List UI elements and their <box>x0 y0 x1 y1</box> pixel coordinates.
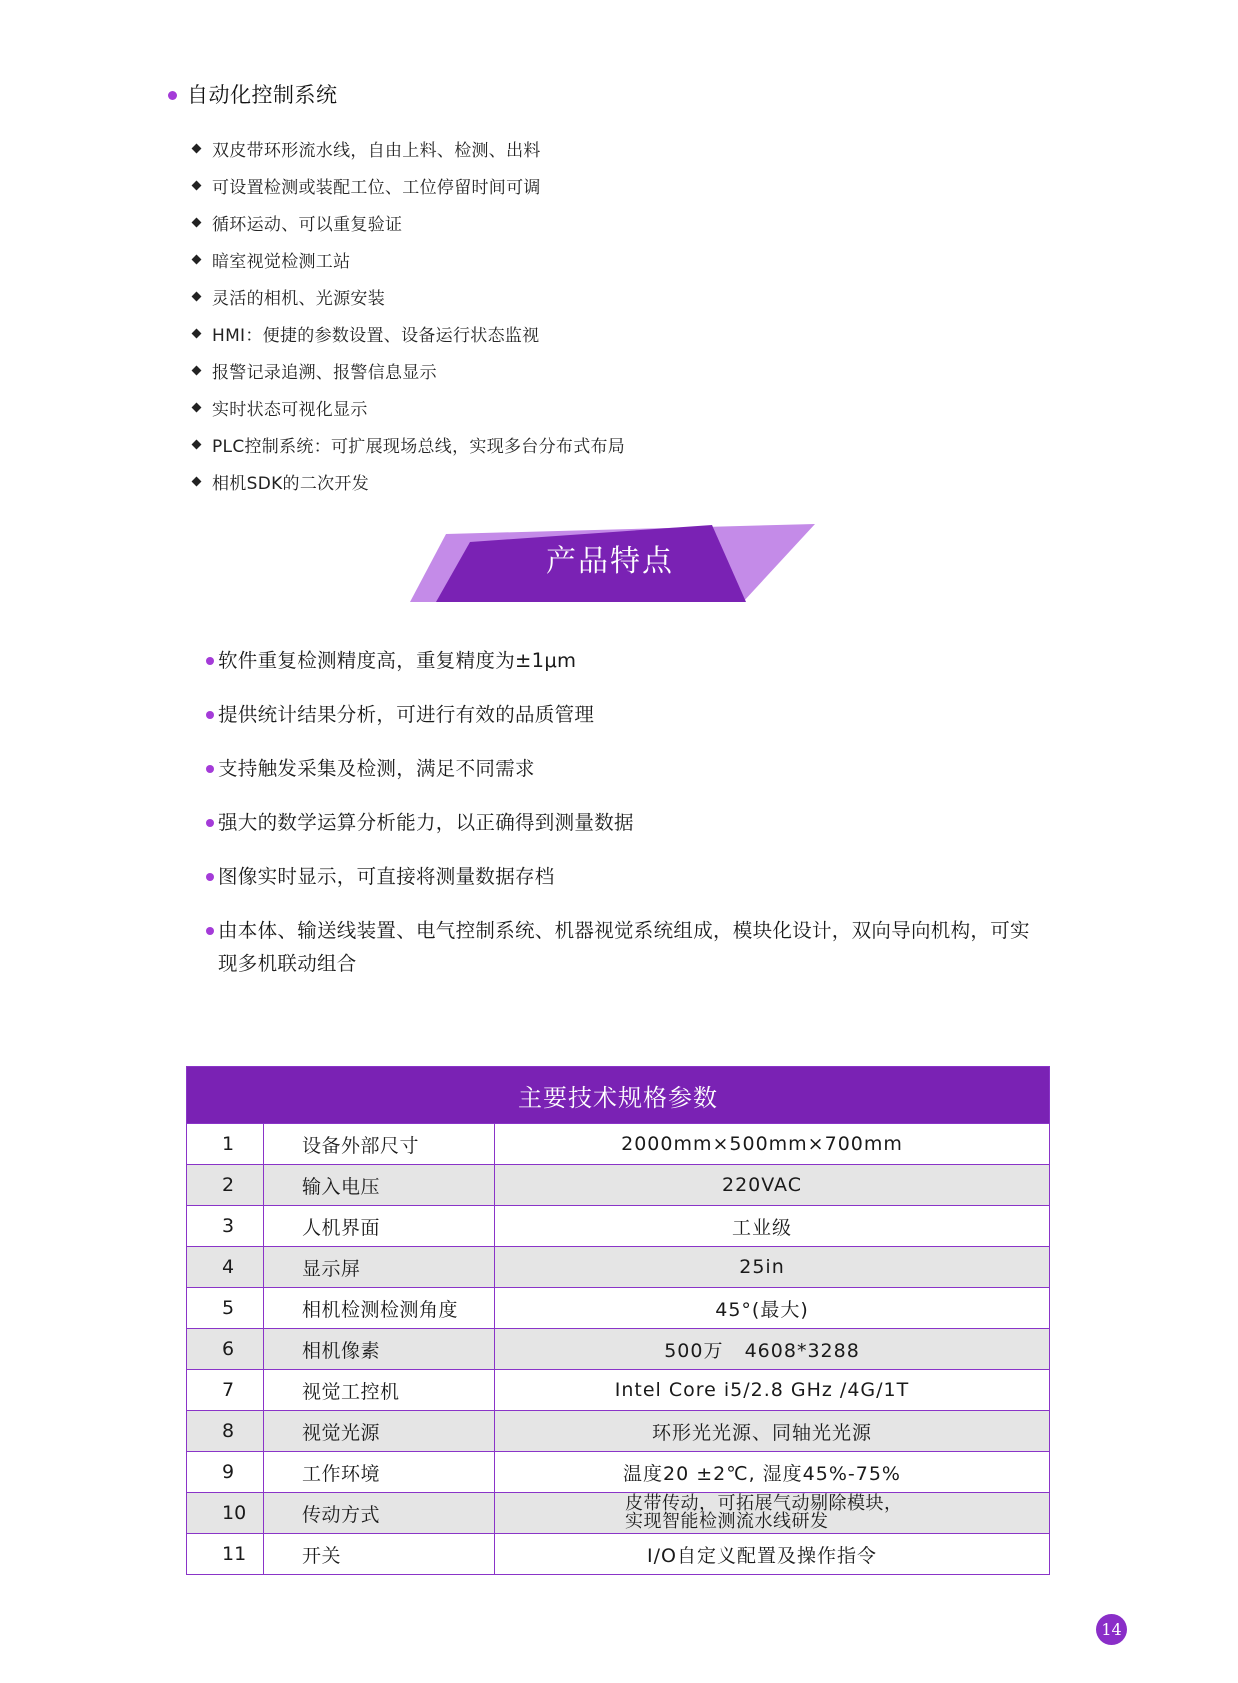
diamond-bullet-icon <box>192 366 202 376</box>
list-item: 可设置检测或装配工位、工位停留时间可调 <box>190 167 625 204</box>
param-value: 220VAC <box>722 1174 802 1196</box>
section-title-automation <box>168 76 338 112</box>
row-number: 10 <box>187 1493 264 1533</box>
bullet-dot-icon <box>206 819 214 827</box>
table-row <box>187 1205 1049 1246</box>
list-item: 灵活的相机、光源安装 <box>190 278 625 315</box>
list-item: HMI：便捷的参数设置、设备运行状态监视 <box>190 315 625 352</box>
param-value: 25in <box>739 1256 785 1278</box>
diamond-bullet-icon <box>192 292 202 302</box>
row-number: 4 <box>187 1247 264 1287</box>
section-title-text: 自动化控制系统 <box>187 83 338 107</box>
param-value: 45°(最大) <box>715 1298 809 1321</box>
table-row <box>187 1287 1049 1328</box>
row-number: 9 <box>187 1452 264 1492</box>
diamond-bullet-icon <box>192 477 202 487</box>
diamond-bullet-icon <box>192 218 202 228</box>
list-item: 双皮带环形流水线，自由上料、检测、出料 <box>190 130 625 167</box>
param-value: 工业级 <box>731 1216 792 1239</box>
table-row <box>187 1164 1049 1205</box>
param-name: 相机检测检测角度 <box>264 1288 495 1328</box>
param-value: I/O自定义配置及操作指令 <box>647 1544 877 1567</box>
param-name: 人机界面 <box>264 1206 495 1246</box>
product-features-banner <box>410 520 820 602</box>
table-row <box>187 1369 1049 1410</box>
row-number: 6 <box>187 1329 264 1369</box>
param-value-line: 皮带传动，可拓展气动剔除模块， <box>625 1493 903 1514</box>
table-row <box>187 1533 1049 1574</box>
param-name: 设备外部尺寸 <box>264 1124 495 1164</box>
list-item: 图像实时显示，可直接将测量数据存档 <box>206 860 1046 893</box>
list-item: 由本体、输送线装置、电气控制系统、机器视觉系统组成，模块化设计，双向导向机构，可实现多机联动组合 <box>206 914 1046 980</box>
param-value-line: 实现智能检测流水线研发 <box>625 1511 829 1532</box>
param-value: 500万 4608*3288 <box>664 1339 860 1362</box>
param-name: 视觉工控机 <box>264 1370 495 1410</box>
diamond-bullet-icon <box>192 181 202 191</box>
row-number: 8 <box>187 1411 264 1451</box>
bullet-dot-icon <box>206 873 214 881</box>
diamond-bullet-icon <box>192 255 202 265</box>
list-item: 支持触发采集及检测，满足不同需求 <box>206 752 1046 785</box>
list-item: 强大的数学运算分析能力，以正确得到测量数据 <box>206 806 1046 839</box>
list-item: 提供统计结果分析，可进行有效的品质管理 <box>206 698 1046 731</box>
list-item: PLC控制系统：可扩展现场总线，实现多台分布式布局 <box>190 426 625 463</box>
diamond-bullet-icon <box>192 329 202 339</box>
diamond-bullet-icon <box>192 403 202 413</box>
row-number: 5 <box>187 1288 264 1328</box>
diamond-bullet-icon <box>192 440 202 450</box>
spec-table-title: 主要技术规格参数 <box>187 1067 1049 1123</box>
list-item: 相机SDK的二次开发 <box>190 463 625 500</box>
param-value <box>495 1493 1049 1533</box>
bullet-dot-icon <box>206 927 214 935</box>
row-number: 1 <box>187 1124 264 1164</box>
table-row <box>187 1492 1049 1533</box>
page-number-badge: 14 <box>1096 1614 1127 1645</box>
param-value: 温度20 ±2℃, 湿度45%-75% <box>623 1462 901 1485</box>
row-number: 7 <box>187 1370 264 1410</box>
list-item: 暗室视觉检测工站 <box>190 241 625 278</box>
bullet-dot-icon <box>206 657 214 665</box>
param-name: 开关 <box>264 1534 495 1574</box>
table-row <box>187 1410 1049 1451</box>
param-value: 2000mm×500mm×700mm <box>621 1133 903 1155</box>
banner-title: 产品特点 <box>546 544 674 579</box>
param-name: 显示屏 <box>264 1247 495 1287</box>
list-item: 报警记录追溯、报警信息显示 <box>190 352 625 389</box>
automation-feature-list <box>190 130 625 500</box>
table-row <box>187 1246 1049 1287</box>
table-row <box>187 1328 1049 1369</box>
table-row <box>187 1451 1049 1492</box>
bullet-dot-icon <box>168 91 177 100</box>
param-name: 传动方式 <box>264 1493 495 1533</box>
spec-table <box>186 1066 1050 1575</box>
row-number: 11 <box>187 1534 264 1574</box>
param-name: 相机像素 <box>264 1329 495 1369</box>
row-number: 2 <box>187 1165 264 1205</box>
param-name: 视觉光源 <box>264 1411 495 1451</box>
bullet-dot-icon <box>206 765 214 773</box>
product-highlights-list <box>206 644 1046 1001</box>
diamond-bullet-icon <box>192 144 202 154</box>
bullet-dot-icon <box>206 711 214 719</box>
list-item: 软件重复检测精度高，重复精度为±1μm <box>206 644 1046 677</box>
param-name: 输入电压 <box>264 1165 495 1205</box>
param-value: Intel Core i5/2.8 GHz /4G/1T <box>614 1379 910 1401</box>
table-row <box>187 1123 1049 1164</box>
row-number: 3 <box>187 1206 264 1246</box>
param-name: 工作环境 <box>264 1452 495 1492</box>
param-value: 环形光光源、同轴光光源 <box>651 1421 872 1444</box>
list-item: 实时状态可视化显示 <box>190 389 625 426</box>
list-item: 循环运动、可以重复验证 <box>190 204 625 241</box>
